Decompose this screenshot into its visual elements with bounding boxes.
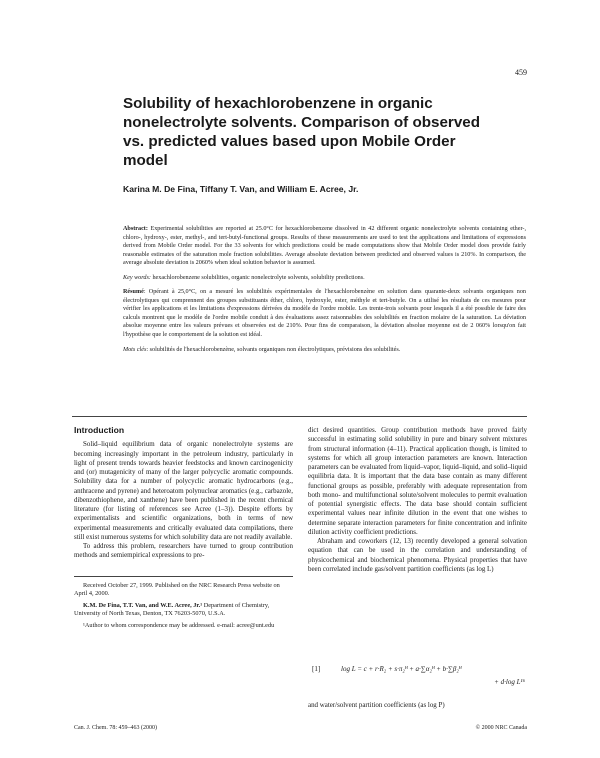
corresponding-note: ¹Author to whom correspondence may be addressed. e-mail: acree@unt.edu: [83, 622, 275, 630]
resume-paragraph: [123, 288, 526, 339]
section-divider: [72, 416, 527, 417]
abstract-text: Experimental solubilities are reported at 25.0°C for hexachlorobenzene dissolved in 42 different organic nonelectrolyte solvents containing ether-, chloro-, hydroxy-, ester, methyl-, and tert-butyl-functional groups. Results of these measurements are used to test the applications and limitations of expressions derived from Mobile Order model. For the 33 solvents for which predictions could be made computations show that Mobile Order model does provide fairly reasonable estimates of the saturation mole fraction solubilities. Average absolute deviation between predicted and observed values is 210%. In comparison, the average absolute deviation is 2060% when ideal solution behavior is assumed.: [123, 226, 526, 267]
right-paragraph-2: Abraham and coworkers (12, 13) recently developed a general solvation equation that can be used in the correlation and understanding of physicochemical and biochemical phenomena. Physical properties that have been correlated include gas/solvent partition coefficients (as log L): [308, 537, 527, 573]
footnote-author-names: K.M. De Fina, T.T. Van, and W.E. Acree, Jr.¹: [83, 602, 203, 610]
abstract-paragraph: [123, 225, 526, 268]
equation-number: [1]: [312, 665, 321, 673]
right-column: [308, 426, 527, 574]
mots-cles-label: Mots clés: [123, 346, 147, 353]
article-title: Solubility of hexachlorobenzene in organic nonelectrolyte solvents. Comparison of observed vs. predicted values based upon Mobile Order model: [123, 95, 480, 169]
copyright-notice: © 2000 NRC Canada: [475, 725, 527, 731]
author-list: Karina M. De Fina, Tiffany T. Van, and William E. Acree, Jr.: [123, 184, 359, 194]
footnote-affiliation: Department of Chemistry, University of North Texas, Denton, TX 76203-5070, U.S.A.: [74, 602, 270, 618]
affiliation-note: [74, 602, 293, 618]
resume-label: Résumé: [123, 289, 144, 296]
mots-cles-paragraph: [123, 346, 526, 355]
abstract-label: Abstract:: [123, 226, 148, 232]
abstract-block: [123, 225, 526, 360]
introduction-paragraph-2: To address this problem, researchers have turned to group contribution methods and semiempirical expressions to pre-: [74, 542, 293, 560]
mots-cles-text: : solubilités de l'hexachlorobenzène, solvants organiques non électrolytiques, prévisions des solubilités.: [146, 346, 401, 353]
equation-1: [308, 665, 528, 697]
keywords-label: Key words:: [123, 274, 151, 281]
keywords-text: hexachlorobenzene solubilities, organic nonelectrolyte solvents, solubility predictions.: [152, 274, 365, 281]
introduction-paragraph-1: Solid–liquid equilibrium data of organic nonelectrolyte systems are becoming increasingly important in the petroleum industry, particularly in light of present trends towards heavier feedstocks and known carcinogenicity and (or) mutagenicity of many of the larger polycyclic aromatic compounds. Solubility data for a number of polycyclic aromatic hydrocarbons (e.g., anthracene and pyrene) and heteroatom polynuclear aromatics (e.g., carbazole, dibenzothiophene, and xanthene) have been published in the recent chemical literature (for listing of references see Acree (1–3)). Despite efforts by experimentalists and scientific organizations, both in terms of new experimental measurements and critically evaluated data compilations, there still exist numerous systems for which solubility data are not readily available.: [74, 440, 293, 541]
received-note: Received October 27, 1999. Published on the NRC Research Press website on April 4, 2000.: [74, 582, 280, 598]
introduction-heading: Introduction: [74, 425, 125, 435]
footnote-box: [74, 576, 293, 634]
equation-line-2: + d·log L¹⁶: [494, 678, 525, 686]
equation-line-1: log L = c + r·R₂ + s·π₂ᴴ + a·∑α₂ᴴ + b·∑β₂ᴴ: [341, 665, 462, 673]
journal-citation: Can. J. Chem. 78: 459–463 (2000): [74, 725, 157, 731]
resume-text: : Opérant à 25,0°C, on a mesuré les solubilités expérimentales de l'hexachlorobenzène en solution dans quarante-deux solvants organiques non électrolytiques qui comprennent des groupes substituants éther, chloro, hydroxyle, ester, méthyle et tert-butyle. On a utilisé les résultats de ces mesures pour vérifier les applications et les limitations d'expressions dérivées du modèle de l'ordre mobile. Les trente-trois solvants pour lesquels il a été possible de faire des calculs montrent que le modèle de l'ordre mobile conduit à des évaluations assez raisonnables des solubilités en fraction molaire de la saturation. La déviation absolue moyenne entre les valeurs prévues et observées est de 210%. Pour fins de comparaison, la déviation absolue moyenne est de 2 060% lorsqu'on fait l'hypothèse que le comportement de la solution est idéal.: [123, 289, 526, 339]
keywords-paragraph: [123, 274, 526, 283]
post-equation-text: and water/solvent partition coefficients (as log P): [308, 701, 445, 709]
left-column: [74, 426, 293, 561]
right-paragraph-1: dict desired quantities. Group contribution methods have proved fairly successful in estimating solid solubility in pure and binary solvent mixtures from structural information (4–11). Practical application though, is limited to systems for which all group interaction parameters are known. Interaction parameters can be evaluated from liquid–vapor, liquid–liquid, and solid–liquid equilibria data. It is important that the data base contain as many different functional groups as possible, preferably with adequate representation from both mono- and multifunctional solute/solvent molecules to permit evaluation of potential synergistic effects. The data base should contain sufficient experimental values near infinite dilution in the event that one wishes to determine separate interaction parameters for finite concentration and infinite dilution activity coefficient predictions.: [308, 426, 527, 536]
page-number: 459: [515, 68, 527, 77]
